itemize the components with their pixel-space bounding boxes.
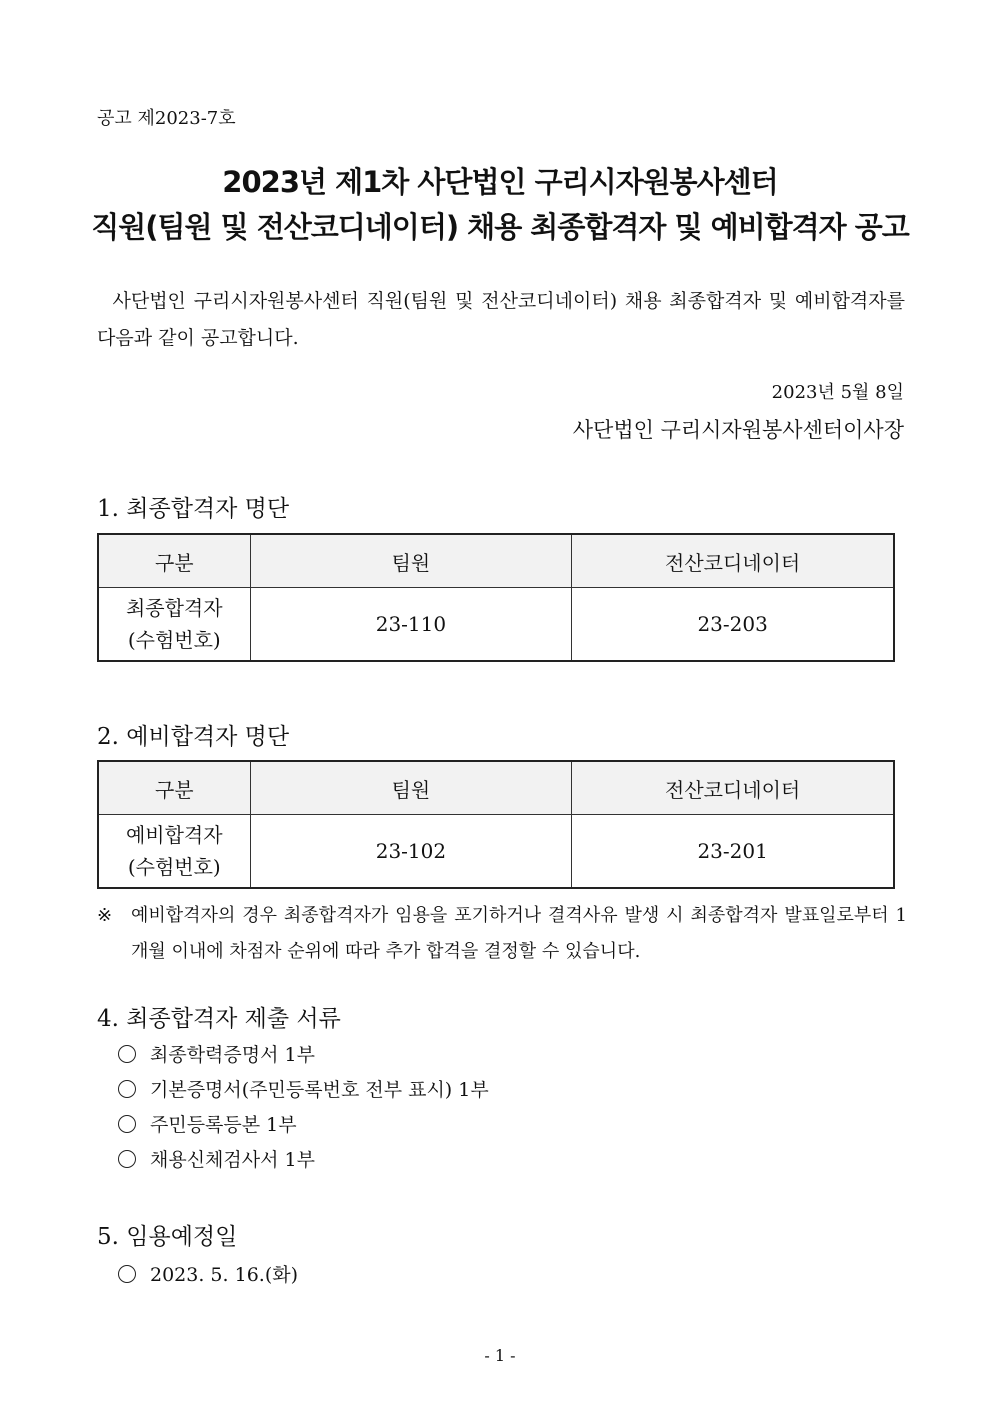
table-header-row	[98, 761, 894, 815]
section2-heading: 2. 예비합격자 명단	[97, 724, 290, 750]
header-category: 구분	[98, 761, 250, 815]
appointment-date-list	[118, 1260, 298, 1295]
header-team-member: 팀원	[250, 534, 572, 588]
circle-bullet-icon	[118, 1045, 136, 1063]
header-category: 구분	[98, 534, 250, 588]
section1-heading: 1. 최종합격자 명단	[97, 496, 290, 522]
final-passers-table	[97, 533, 895, 662]
table-row	[98, 815, 894, 889]
table-header-row	[98, 534, 894, 588]
page-number: - 1 -	[484, 1346, 516, 1365]
list-item: 채용신체검사서 1부	[118, 1145, 489, 1180]
team-member-number: 23-110	[250, 588, 572, 662]
note-text: 예비합격자의 경우 최종합격자가 임용을 포기하거나 결격사유 발생 시 최종합격자 발표일로부터 1개월 이내에 차점자 순위에 따라 추가 합격을 결정할 수 있습니다.	[131, 905, 907, 962]
it-coordinator-number: 23-203	[572, 588, 894, 662]
list-item: 최종학력증명서 1부	[118, 1040, 489, 1075]
list-item: 주민등록등본 1부	[118, 1110, 489, 1145]
circle-bullet-icon	[118, 1115, 136, 1133]
list-item: 기본증명서(주민등록번호 전부 표시) 1부	[118, 1075, 489, 1110]
circle-bullet-icon	[118, 1150, 136, 1168]
circle-bullet-icon	[118, 1265, 136, 1283]
title-line-1: 2023년 제1차 사단법인 구리시자원봉사센터	[222, 165, 778, 199]
reference-mark: ※	[97, 905, 113, 926]
reserve-passers-table	[97, 760, 895, 889]
it-coordinator-number: 23-201	[572, 815, 894, 889]
list-item: 2023. 5. 16.(화)	[118, 1260, 298, 1295]
issuer: 사단법인 구리시자원봉사센터이사장	[572, 418, 904, 442]
header-it-coordinator: 전산코디네이터	[572, 534, 894, 588]
header-it-coordinator: 전산코디네이터	[572, 761, 894, 815]
team-member-number: 23-102	[250, 815, 572, 889]
row-label: 예비합격자 (수험번호)	[98, 815, 250, 889]
notice-number: 공고 제2023-7호	[97, 108, 236, 129]
circle-bullet-icon	[118, 1080, 136, 1098]
reserve-note	[97, 898, 907, 970]
section4-heading: 4. 최종합격자 제출 서류	[97, 1006, 341, 1032]
announcement-date: 2023년 5월 8일	[771, 382, 904, 403]
table-row	[98, 588, 894, 662]
header-team-member: 팀원	[250, 761, 572, 815]
section5-heading: 5. 임용예정일	[97, 1224, 238, 1250]
row-label: 최종합격자 (수험번호)	[98, 588, 250, 662]
title-line-2: 직원(팀원 및 전산코디네이터) 채용 최종합격자 및 예비합격자 공고	[91, 210, 909, 244]
documents-list	[118, 1040, 489, 1180]
intro-paragraph: 사단법인 구리시자원봉사센터 직원(팀원 및 전산코디네이터) 채용 최종합격자 및 예비합격자를 다음과 같이 공고합니다.	[97, 290, 905, 349]
